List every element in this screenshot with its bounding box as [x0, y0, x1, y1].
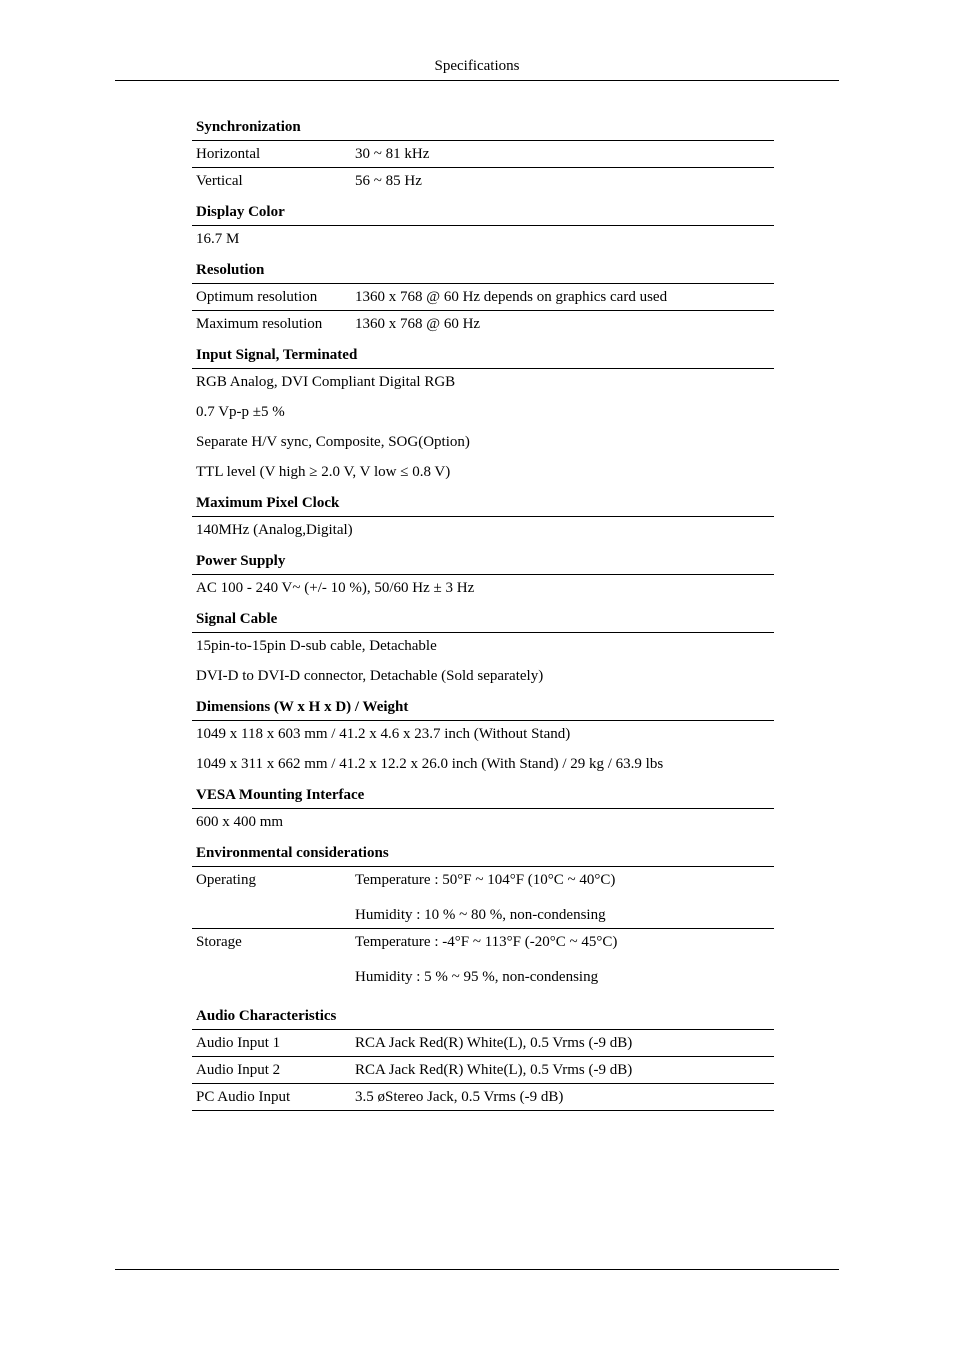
spec-content	[192, 110, 774, 1111]
temperature-value: Temperature : -4°F ~ 113°F (-20°C ~ 45°C)	[355, 934, 618, 950]
spec-line: DVI-D to DVI-D connector, Detachable (Sold separately)	[196, 668, 544, 684]
spec-line: 1049 x 311 x 662 mm / 41.2 x 12.2 x 26.0 inch (With Stand) / 29 kg / 63.9 lbs	[196, 756, 664, 772]
table-row	[192, 141, 774, 168]
section-title: Audio Characteristics	[192, 998, 774, 1030]
section-title: Maximum Pixel Clock	[192, 485, 774, 517]
section-display-color	[192, 194, 774, 252]
spec-line: AC 100 - 240 V~ (+/- 10 %), 50/60 Hz ± 3 Hz	[196, 580, 475, 596]
section-title: VESA Mounting Interface	[192, 777, 774, 809]
section-audio	[192, 998, 774, 1111]
table-row	[192, 1084, 774, 1111]
page-header-title: Specifications	[434, 58, 520, 74]
spec-line: 0.7 Vp-p ±5 %	[196, 404, 285, 420]
row-key: Optimum resolution	[196, 289, 318, 305]
section-power-supply	[192, 543, 774, 601]
table-row	[192, 1057, 774, 1084]
header-rule	[115, 80, 839, 81]
row-value: 56 ~ 85 Hz	[355, 173, 422, 189]
humidity-value: Humidity : 10 % ~ 80 %, non-condensing	[355, 907, 606, 923]
row-key: Storage	[196, 934, 242, 950]
table-row	[192, 311, 774, 337]
row-value: 30 ~ 81 kHz	[355, 146, 430, 162]
row-key: Audio Input 2	[196, 1062, 281, 1078]
humidity-value: Humidity : 5 % ~ 95 %, non-condensing	[355, 969, 599, 985]
spec-line: TTL level (V high ≥ 2.0 V, V low ≤ 0.8 V)	[196, 464, 451, 480]
spec-line: 600 x 400 mm	[196, 814, 284, 830]
row-key: Maximum resolution	[196, 316, 323, 332]
table-row	[192, 867, 774, 929]
row-key: Audio Input 1	[196, 1035, 281, 1051]
section-input-signal	[192, 337, 774, 485]
section-resolution	[192, 252, 774, 337]
section-title: Signal Cable	[192, 601, 774, 633]
spec-line: RGB Analog, DVI Compliant Digital RGB	[196, 374, 456, 390]
spec-line: Separate H/V sync, Composite, SOG(Option)	[196, 434, 470, 450]
section-title: Dimensions (W x H x D) / Weight	[192, 689, 774, 721]
section-vesa	[192, 777, 774, 835]
row-value: RCA Jack Red(R) White(L), 0.5 Vrms (-9 dB)	[355, 1035, 633, 1051]
row-value: 1360 x 768 @ 60 Hz depends on graphics card used	[355, 289, 668, 305]
spec-line: 16.7 M	[196, 231, 240, 247]
section-title: Power Supply	[192, 543, 774, 575]
section-pixel-clock	[192, 485, 774, 543]
spec-line: 1049 x 118 x 603 mm / 41.2 x 4.6 x 23.7 inch (Without Stand)	[196, 726, 571, 742]
section-dimensions	[192, 689, 774, 777]
row-key: Vertical	[196, 173, 243, 189]
section-synchronization	[192, 110, 774, 194]
footer-rule	[115, 1269, 839, 1270]
row-value: RCA Jack Red(R) White(L), 0.5 Vrms (-9 dB)	[355, 1062, 633, 1078]
row-key: Horizontal	[196, 146, 261, 162]
row-value: 1360 x 768 @ 60 Hz	[355, 316, 481, 332]
row-key: Operating	[196, 872, 256, 888]
spec-line: 140MHz (Analog,Digital)	[196, 522, 353, 538]
temperature-value: Temperature : 50°F ~ 104°F (10°C ~ 40°C)	[355, 872, 616, 888]
spec-line: 15pin-to-15pin D-sub cable, Detachable	[196, 638, 437, 654]
section-title: Environmental considerations	[192, 835, 774, 867]
section-title: Resolution	[192, 252, 774, 284]
section-title: Display Color	[192, 194, 774, 226]
row-value: 3.5 øStereo Jack, 0.5 Vrms (-9 dB)	[355, 1089, 564, 1105]
row-key: PC Audio Input	[196, 1089, 291, 1105]
section-environment	[192, 835, 774, 998]
table-row	[192, 1030, 774, 1057]
table-row	[192, 929, 774, 998]
table-row	[192, 284, 774, 311]
row-values	[355, 872, 774, 924]
section-title: Input Signal, Terminated	[192, 337, 774, 369]
row-values	[355, 934, 774, 986]
section-signal-cable	[192, 601, 774, 689]
section-title: Synchronization	[192, 110, 774, 141]
table-row	[192, 168, 774, 194]
